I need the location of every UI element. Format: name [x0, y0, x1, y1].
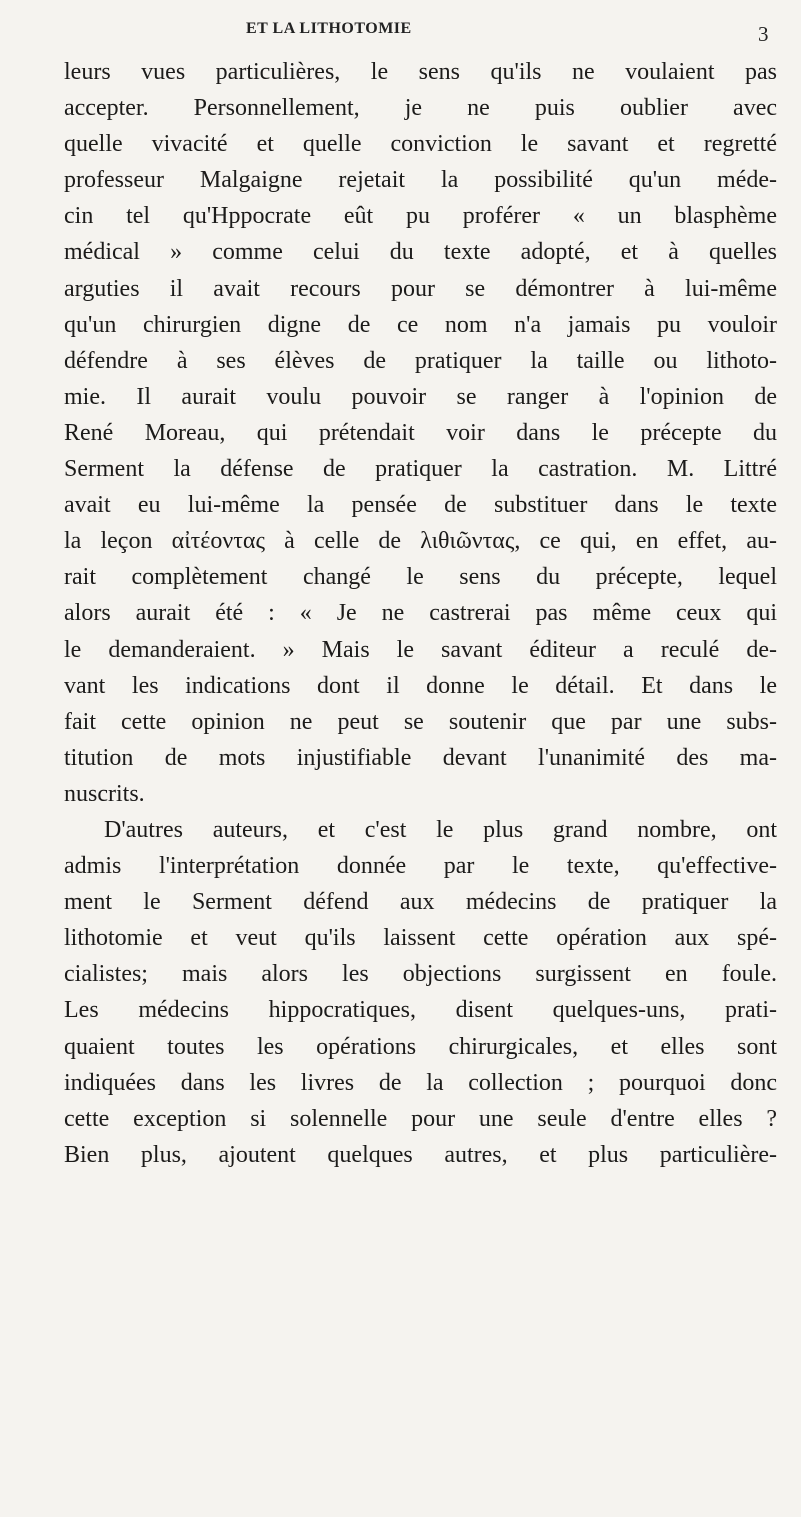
text-line: rait complètement changé le sens du précepte, lequel	[64, 564, 777, 591]
text-line: défendre à ses élèves de pratiquer la taille ou lithoto-	[64, 347, 777, 374]
text-line: professeur Malgaigne rejetait la possibilité qu'un méde-	[64, 167, 777, 194]
text-line: alors aurait été : « Je ne castrerai pas même ceux qui	[64, 600, 777, 627]
text-line: la leçon αἰτέοντας à celle de λιθιῶντας, ce qui, en effet, au-	[64, 528, 777, 555]
body-text	[64, 54, 777, 1173]
text-line: quelle vivacité et quelle conviction le savant et regretté	[64, 131, 777, 158]
text-line: ment le Serment défend aux médecins de pratiquer la	[64, 889, 777, 916]
text-line: qu'un chirurgien digne de ce nom n'a jamais pu vouloir	[64, 311, 777, 338]
text-line: cette exception si solennelle pour une seule d'entre elles ?	[64, 1105, 777, 1132]
text-line-paragraph-start: D'autres auteurs, et c'est le plus grand nombre, ont	[104, 816, 777, 843]
text-line: lithotomie et veut qu'ils laissent cette opération aux spé-	[64, 925, 777, 952]
text-line: Serment la défense de pratiquer la castration. M. Littré	[64, 456, 777, 483]
text-line: cin tel qu'Hppocrate eût pu proférer « un blasphème	[64, 203, 777, 230]
text-line: leurs vues particulières, le sens qu'ils ne voulaient pas	[64, 59, 777, 85]
text-line: arguties il avait recours pour se démontrer à lui-même	[64, 275, 777, 302]
page-number: 3	[758, 22, 769, 46]
text-line: Bien plus, ajoutent quelques autres, et plus particulière-	[64, 1141, 777, 1168]
text-line: Les médecins hippocratiques, disent quelques-uns, prati-	[64, 997, 777, 1024]
text-line-paragraph-end: nuscrits.	[64, 780, 145, 807]
text-line: indiquées dans les livres de la collection ; pourquoi donc	[64, 1069, 777, 1096]
text-line: mie. Il aurait voulu pouvoir se ranger à l'opinion de	[64, 383, 777, 410]
text-line: admis l'interprétation donnée par le texte, qu'effective-	[64, 853, 777, 880]
running-head-title: ET LA LITHOTOMIE	[246, 20, 412, 37]
text-line: René Moreau, qui prétendait voir dans le précepte du	[64, 419, 777, 446]
text-line: quaient toutes les opérations chirurgicales, et elles sont	[64, 1033, 777, 1060]
text-line: accepter. Personnellement, je ne puis oublier avec	[64, 95, 777, 122]
text-line: le demanderaient. » Mais le savant éditeur a reculé de-	[64, 636, 777, 663]
text-line: vant les indications dont il donne le détail. Et dans le	[64, 672, 777, 699]
text-line: avait eu lui-même la pensée de substituer dans le texte	[64, 492, 777, 519]
text-line: cialistes; mais alors les objections surgissent en foule.	[64, 961, 777, 988]
text-line: médical » comme celui du texte adopté, et à quelles	[64, 239, 777, 266]
text-line: titution de mots injustifiable devant l'unanimité des ma-	[64, 744, 777, 771]
text-line: fait cette opinion ne peut se soutenir que par une subs-	[64, 708, 777, 735]
